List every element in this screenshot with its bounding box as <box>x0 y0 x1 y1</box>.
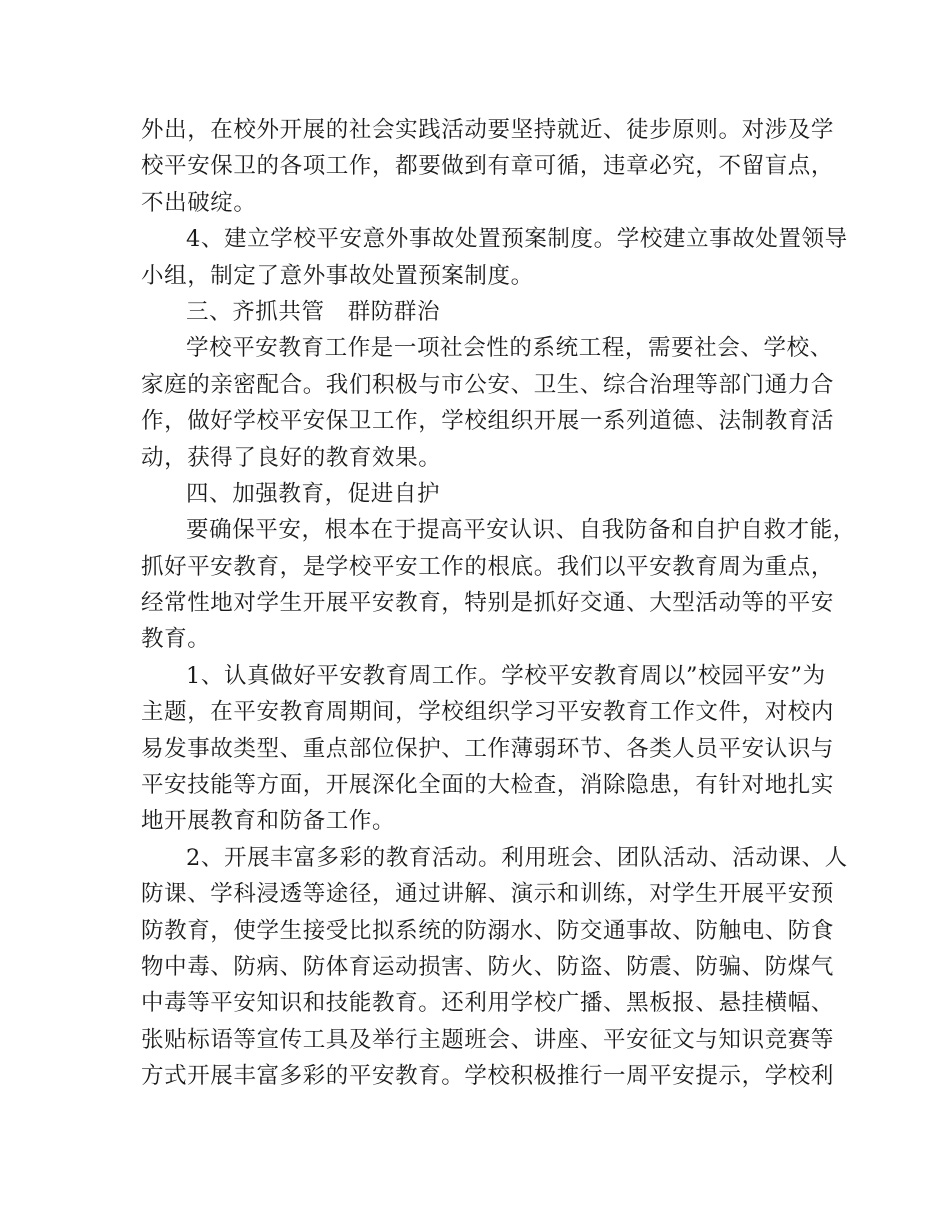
text-line: 不出破绽。 <box>141 189 257 216</box>
text-line: 中毒等平安知识和技能教育。还利用学校广播、黑板报、悬挂横幅、 <box>141 990 835 1017</box>
document-body <box>141 112 856 1095</box>
text-line: 2、开展丰富多彩的教育活动。利用班会、团队活动、活动课、人 <box>186 844 848 871</box>
text-line: 学校平安教育工作是一项社会性的系统工程，需要社会、学校、 <box>186 335 833 362</box>
text-line: 作，做好学校平安保卫工作，学校组织开展一系列道德、法制教育活 <box>141 408 835 435</box>
text-line: 4、建立学校平安意外事故处置预案制度。学校建立事故处置领导 <box>186 226 848 253</box>
text-line: 易发事故类型、重点部位保护、工作薄弱环节、各类人员平安认识与 <box>141 735 835 762</box>
text-line: 要确保平安，根本在于提高平安认识、自我防备和自护自救才能， <box>186 517 856 544</box>
text-line: 小组，制定了意外事故处置预案制度。 <box>141 262 534 289</box>
text-line: 张贴标语等宣传工具及举行主题班会、讲座、平安征文与知识竞赛等 <box>141 1026 835 1053</box>
text-line: 三、齐抓共管 群防群治 <box>186 298 441 325</box>
text-line: 防课、学科浸透等途径，通过讲解、演示和训练，对学生开展平安预 <box>141 881 835 908</box>
text-line: 主题，在平安教育周期间，学校组织学习平安教育工作文件，对校内 <box>141 699 835 726</box>
text-line: 经常性地对学生开展平安教育，特别是抓好交通、大型活动等的平安 <box>141 590 835 617</box>
text-line: 动，获得了良好的教育效果。 <box>141 444 442 471</box>
text-line: 防教育，使学生接受比拟系统的防溺水、防交通事故、防触电、防食 <box>141 917 835 944</box>
text-line: 物中毒、防病、防体育运动损害、防火、防盗、防震、防骗、防煤气 <box>141 953 835 980</box>
text-line: 方式开展丰富多彩的平安教育。学校积极推行一周平安提示，学校利 <box>141 1063 835 1090</box>
text-line: 平安技能等方面，开展深化全面的大检查，消除隐患，有针对地扎实 <box>141 772 835 799</box>
text-line: 抓好平安教育，是学校平安工作的根底。我们以平安教育周为重点， <box>141 553 835 580</box>
text-line: 教育。 <box>141 626 211 653</box>
text-line: 家庭的亲密配合。我们积极与市公安、卫生、综合治理等部门通力合 <box>141 371 835 398</box>
text-line: 外出，在校外开展的社会实践活动要坚持就近、徒步原则。对涉及学 <box>141 117 835 143</box>
text-line: 地开展教育和防备工作。 <box>141 808 396 835</box>
text-line: 1、认真做好平安教育周工作。学校平安教育周以”校园平安”为 <box>186 662 826 689</box>
text-line: 四、加强教育，促进自护 <box>186 480 441 507</box>
text-line: 校平安保卫的各项工作，都要做到有章可循，违章必究，不留盲点， <box>141 153 835 180</box>
